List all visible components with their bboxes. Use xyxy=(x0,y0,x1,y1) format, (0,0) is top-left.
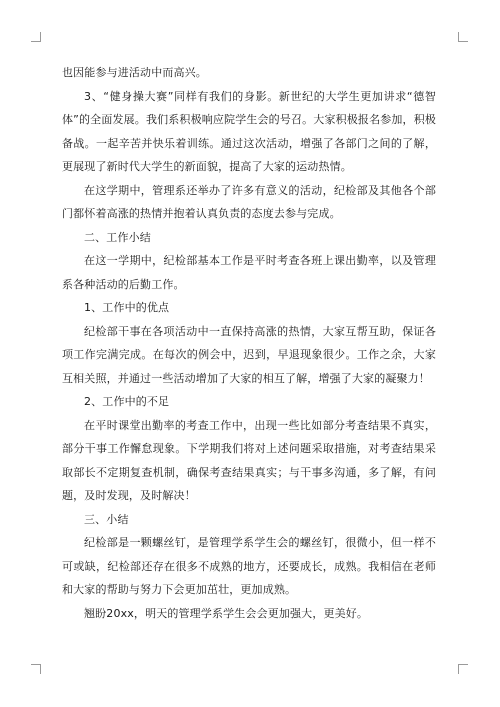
paragraph-outlook: 翘盼20xx，明天的管理学系学生会会更加强大，更美好。 xyxy=(84,606,369,620)
page-corner-mark-bottom-right xyxy=(458,664,468,674)
document-body xyxy=(62,61,436,625)
paragraph-continuation: 也因能参与进活动中而高兴。 xyxy=(62,66,207,79)
paragraph-semester-activities: 在这学期中，管理系还举办了许多有意义的活动，纪检部及其他各个部门都怀着高涨的热情并抱着认真负责的态度去参与完成。 xyxy=(62,183,436,220)
paragraph-strengths: 纪检部干事在各项活动中一直保持高涨的热情，大家互帮互助，保证各项工作完满完成。在每次的例会中，迟到，早退现象很少。工作之余，大家互相关照，并通过一些活动增加了大家的相互了解，增强了大家的凝聚力！ xyxy=(62,324,436,385)
paragraph-basic-work: 在这一学期中，纪检部基本工作是平时考查各班上课出勤率，以及管理系各种活动的后勤工作。 xyxy=(62,254,436,291)
page-corner-mark-top-right xyxy=(458,32,468,42)
paragraph-conclusion: 纪检部是一颗螺丝钉，是管理学系学生会的螺丝钉，很微小，但一样不可或缺，纪检部还存在很多不成熟的地方，还要成长，成熟。我相信在老师和大家的帮助与努力下会更加茁壮，更加成熟。 xyxy=(62,536,436,596)
subheading-weaknesses: 2、工作中的不足 xyxy=(84,395,170,408)
section-heading-conclusion: 三、小结 xyxy=(84,512,129,526)
section-heading-work-summary: 二、工作小结 xyxy=(84,230,151,244)
page-corner-mark-top-left xyxy=(31,32,41,42)
paragraph-weaknesses: 在平时课堂出勤率的考查工作中，出现一些比如部分考查结果不真实，部分干事工作懈怠现象。下学期我们将对上述问题采取措施，对考查结果采取部长不定期复查机制，确保考查结果真实；与干事多沟通，多了解，有问题，及时发现，及时解决！ xyxy=(62,418,436,502)
subheading-strengths: 1、工作中的优点 xyxy=(84,301,170,314)
page-corner-mark-bottom-left xyxy=(31,664,41,674)
paragraph-fitness-contest: 3、“健身操大赛”同样有我们的身影。新世纪的大学生更加讲求“德智体”的全面发展。我们系积极响应院学生会的号召。大家积极报名参加，积极备战。一起辛苦并快乐着训练。通过这次活动，增强了各部门之间的了解，更展现了新时代大学生的新面貌，提高了大家的运动热情。 xyxy=(62,89,436,173)
